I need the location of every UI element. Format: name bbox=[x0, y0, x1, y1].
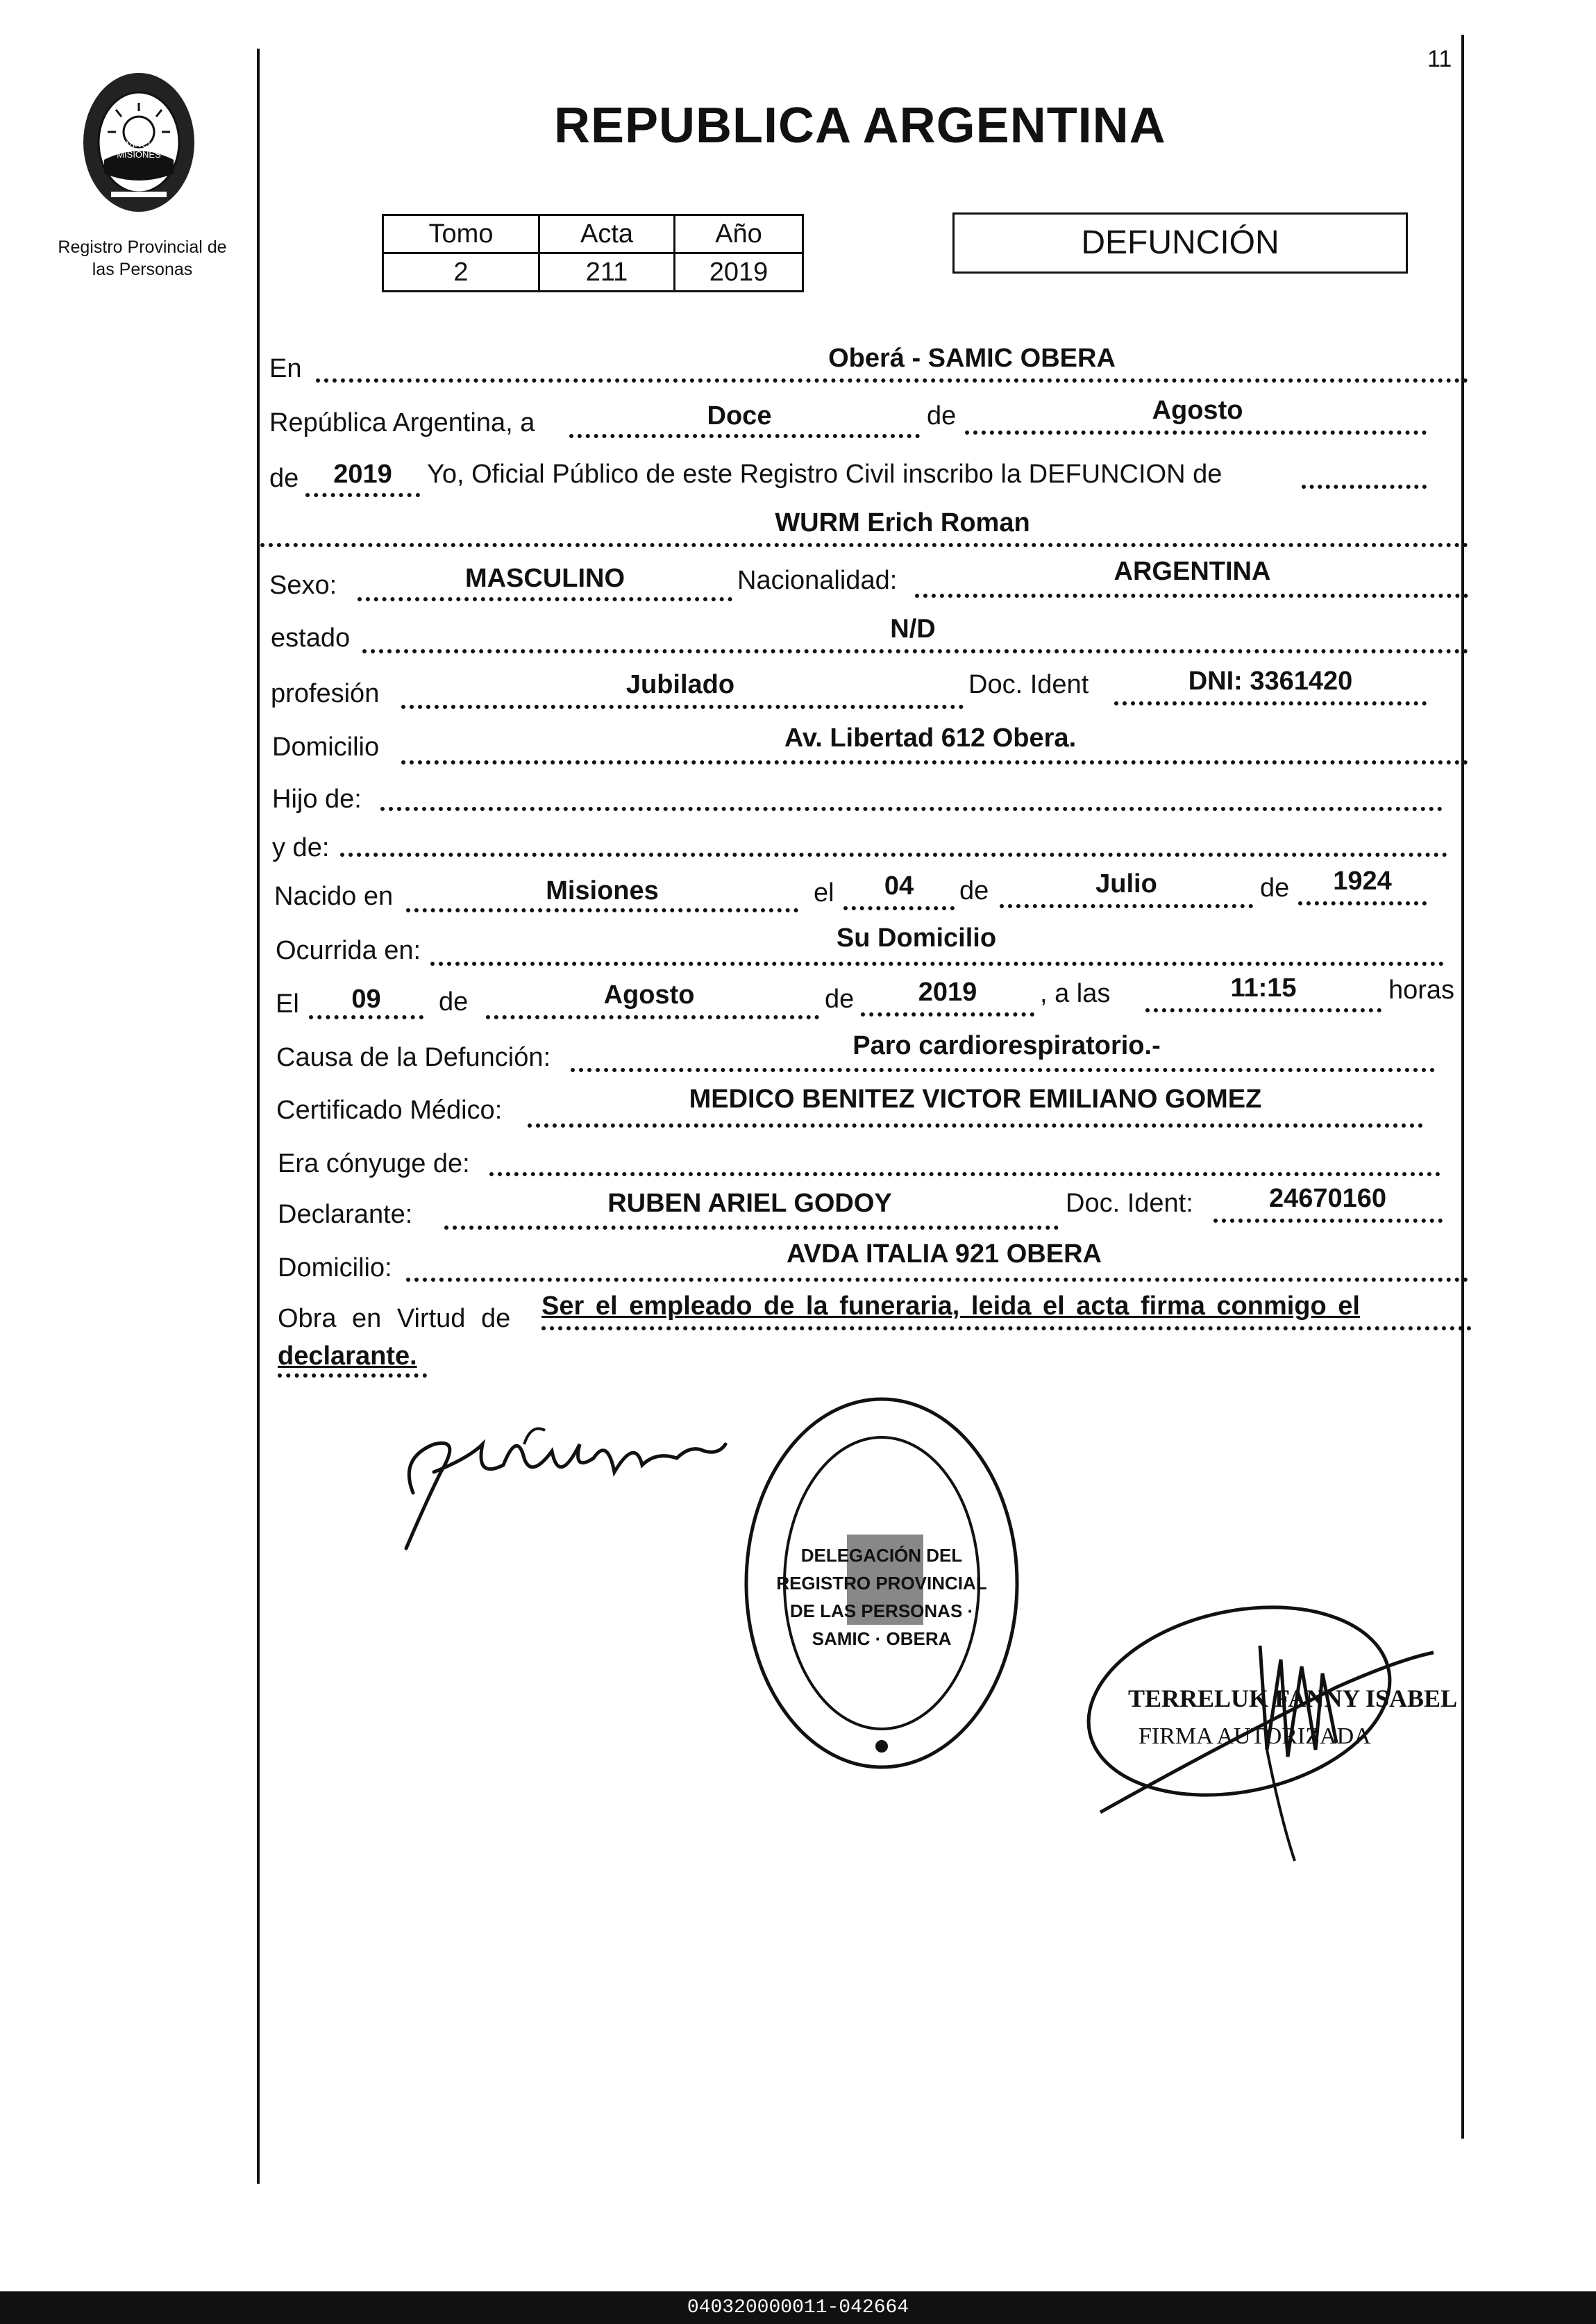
value-acta: 211 bbox=[539, 253, 675, 292]
label-conyuge: Era cónyuge de: bbox=[278, 1149, 470, 1178]
dotline-declarante bbox=[444, 1226, 1059, 1230]
label-de-6: de bbox=[825, 985, 855, 1014]
value-declarante: RUBEN ARIEL GODOY bbox=[607, 1189, 892, 1218]
value-lugar: Oberá - SAMIC OBERA bbox=[828, 344, 1116, 373]
value-profesion: Jubilado bbox=[625, 670, 735, 699]
label-obra: Obra en Virtud de bbox=[278, 1304, 511, 1333]
header-acta: Acta bbox=[539, 215, 675, 253]
dotline-obra-1 bbox=[541, 1326, 1472, 1330]
label-yo: Yo, Oficial Público de este Registro Civil inscribo la DEFUNCION de bbox=[427, 460, 1223, 489]
label-doc-ident-2: Doc. Ident: bbox=[1066, 1189, 1193, 1218]
value-doc-declarante: 24670160 bbox=[1268, 1184, 1387, 1213]
dotline-causa bbox=[571, 1068, 1435, 1072]
value-mes-nacimiento: Julio bbox=[1095, 869, 1157, 898]
dotline-mes-defuncion bbox=[486, 1015, 819, 1019]
value-obra-line-2: declarante. bbox=[278, 1341, 417, 1371]
round-stamp-text: DELEGACIÓN DEL REGISTRO PROVINCIAL DE LAS PERSONAS · SAMIC · OBERA bbox=[776, 1545, 987, 1649]
label-en: En bbox=[269, 354, 302, 383]
dotline-dia bbox=[569, 434, 920, 438]
dotline-obra-2 bbox=[278, 1373, 427, 1378]
label-estado: estado bbox=[271, 624, 351, 653]
value-causa: Paro cardiorespiratorio.- bbox=[852, 1031, 1161, 1060]
label-domicilio: Domicilio bbox=[272, 733, 380, 762]
value-nombre: WURM Erich Roman bbox=[775, 508, 1030, 537]
label-de-2: de bbox=[269, 464, 299, 493]
right-margin-line bbox=[1461, 35, 1464, 2139]
document-code-footer: 040320000011-042664 bbox=[0, 2291, 1596, 2324]
label-certificado: Certificado Médico: bbox=[276, 1096, 503, 1125]
value-tomo: 2 bbox=[383, 253, 539, 292]
dotline-lugar bbox=[316, 378, 1468, 383]
value-nacionalidad: ARGENTINA bbox=[1114, 557, 1271, 586]
registry-line-1: Registro Provincial de bbox=[58, 237, 227, 257]
dotline-lugar-nacimiento bbox=[406, 908, 798, 912]
label-declarante: Declarante: bbox=[278, 1200, 413, 1229]
value-sexo: MASCULINO bbox=[464, 564, 625, 593]
header-anio: Año bbox=[675, 215, 803, 253]
label-el: el bbox=[814, 878, 834, 908]
page-number: 11 bbox=[1427, 46, 1452, 72]
label-profesion: profesión bbox=[271, 679, 380, 708]
value-estado: N/D bbox=[890, 615, 936, 644]
label-de-1: de bbox=[927, 401, 957, 430]
label-causa: Causa de la Defunción: bbox=[276, 1043, 551, 1072]
official-stamp-line-2: FIRMA AUTORIZADA bbox=[1139, 1723, 1371, 1749]
dotline-sexo bbox=[358, 597, 732, 601]
registry-name bbox=[28, 236, 257, 281]
value-anio: 2019 bbox=[333, 460, 392, 489]
value-hora: 11:15 bbox=[1230, 973, 1297, 1003]
label-de-4: de bbox=[1260, 873, 1290, 903]
label-nacionalidad: Nacionalidad: bbox=[737, 566, 898, 595]
label-hijo-de: Hijo de: bbox=[272, 785, 362, 814]
label-republica: República Argentina, a bbox=[269, 408, 535, 437]
value-documento: DNI: 3361420 bbox=[1188, 667, 1353, 696]
label-domicilio-2: Domicilio: bbox=[278, 1253, 392, 1282]
value-dia-defuncion: 09 bbox=[351, 985, 381, 1014]
value-anio-defuncion: 2019 bbox=[918, 978, 977, 1007]
label-y-de: y de: bbox=[272, 833, 330, 862]
dotline-conyuge bbox=[489, 1172, 1440, 1176]
value-anio: 2019 bbox=[675, 253, 803, 292]
document-type-box: DEFUNCIÓN bbox=[952, 212, 1408, 274]
registry-line-2: las Personas bbox=[92, 260, 193, 279]
dotline-mes bbox=[965, 430, 1427, 435]
dotline-dia-defuncion bbox=[309, 1015, 423, 1019]
label-a-las: , a las bbox=[1040, 979, 1111, 1008]
label-de-5: de bbox=[439, 987, 469, 1017]
dotline-anio-nacimiento bbox=[1298, 901, 1427, 905]
value-lugar-defuncion: Su Domicilio bbox=[836, 923, 997, 953]
seal-caption: PROVINCIA DE MISIONES bbox=[106, 139, 171, 160]
label-ocurrida-en: Ocurrida en: bbox=[276, 936, 421, 965]
dotline-documento bbox=[1114, 701, 1427, 705]
dotline-doc-declarante bbox=[1213, 1219, 1443, 1223]
label-el-2: El bbox=[276, 989, 299, 1019]
label-de-3: de bbox=[959, 876, 989, 905]
dotline-estado bbox=[362, 649, 1468, 653]
document-title: REPUBLICA ARGENTINA bbox=[554, 98, 1166, 153]
dotline-certificado bbox=[528, 1123, 1423, 1128]
value-certificado: MEDICO BENITEZ VICTOR EMILIANO GOMEZ bbox=[689, 1085, 1262, 1114]
dotline-hora bbox=[1145, 1008, 1381, 1012]
dotline-anio-defuncion bbox=[861, 1012, 1034, 1017]
dotline-nombre bbox=[260, 543, 1468, 547]
official-stamp-line-1: TERRELUK FANNY ISABEL bbox=[1128, 1685, 1458, 1712]
label-sexo: Sexo: bbox=[269, 571, 337, 600]
value-dia-nacimiento: 04 bbox=[884, 871, 914, 901]
dotline-domicilio-declarante bbox=[406, 1278, 1468, 1282]
value-dia: Doce bbox=[707, 401, 772, 430]
value-lugar-nacimiento: Misiones bbox=[546, 876, 659, 905]
dotline-yo-end bbox=[1302, 485, 1427, 489]
reference-table bbox=[382, 214, 804, 292]
value-obra-line-1: Ser el empleado de la funeraria, leida el acta firma conmigo el bbox=[541, 1291, 1360, 1321]
value-mes: Agosto bbox=[1152, 396, 1243, 425]
dotline-lugar-defuncion bbox=[430, 962, 1444, 966]
value-domicilio-declarante: AVDA ITALIA 921 OBERA bbox=[787, 1239, 1102, 1269]
declarant-signature bbox=[385, 1416, 746, 1555]
dotline-hijo-de bbox=[380, 807, 1443, 811]
header-tomo: Tomo bbox=[383, 215, 539, 253]
value-anio-nacimiento: 1924 bbox=[1333, 867, 1392, 896]
label-horas: horas bbox=[1388, 976, 1455, 1005]
value-domicilio: Av. Libertad 612 Obera. bbox=[784, 724, 1077, 753]
dotline-dia-nacimiento bbox=[843, 906, 955, 910]
dotline-profesion bbox=[401, 705, 964, 709]
label-nacido-en: Nacido en bbox=[274, 882, 394, 911]
left-margin-line bbox=[257, 49, 260, 2184]
dotline-domicilio bbox=[401, 760, 1468, 764]
dotline-y-de bbox=[340, 853, 1447, 857]
label-doc-ident: Doc. Ident bbox=[968, 670, 1089, 699]
dotline-anio bbox=[305, 493, 420, 497]
dotline-nacionalidad bbox=[915, 594, 1468, 598]
dotline-mes-nacimiento bbox=[1000, 904, 1253, 908]
value-mes-defuncion: Agosto bbox=[603, 980, 695, 1010]
